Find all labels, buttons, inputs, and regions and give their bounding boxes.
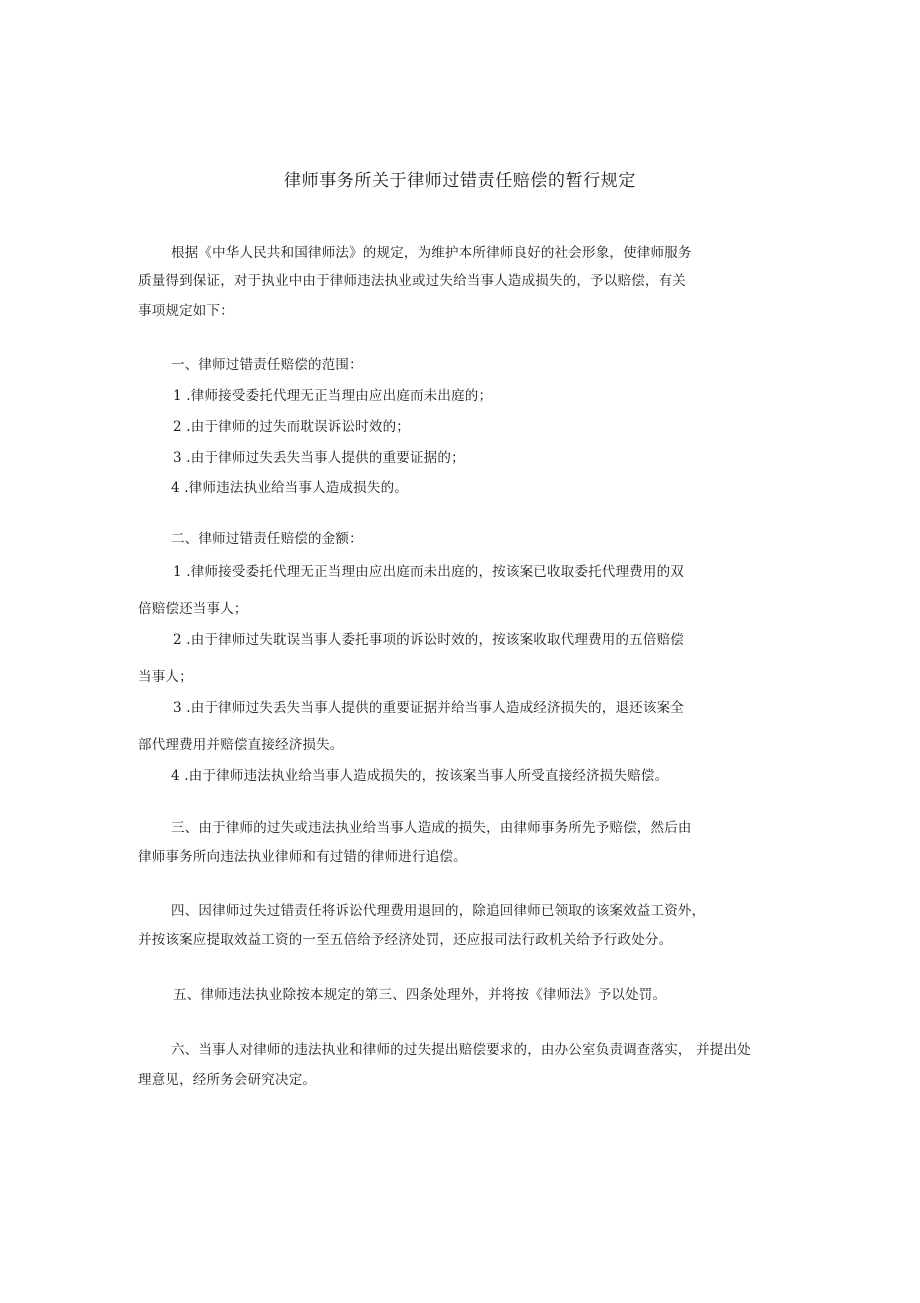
section2-item-1: 1 .律师接受委托代理无正当理由应出庭而未出庭的，按该案已收取委托代理费用的双 <box>173 564 684 580</box>
intro-line-2: 质量得到保证，对于执业中由于律师违法执业或过失给当事人造成损失的，予以赔偿，有关 <box>138 273 686 289</box>
section6-line-2: 理意见，经所务会研究决定。 <box>138 1072 317 1088</box>
section3-line-2: 律师事务所向违法执业律师和有过错的律师进行追偿。 <box>138 849 467 865</box>
intro-line-1: 根据《中华人民共和国律师法》的规定，为维护本所律师良好的社会形象，使律师服务 <box>171 245 692 261</box>
section4-line-2: 并按该案应提取效益工资的一至五倍给予经济处罚，还应报司法行政机关给予行政处分。 <box>138 932 673 948</box>
section2-item-2-cont: 当事人； <box>138 669 193 685</box>
section1-heading: 一、律师过错责任赔偿的范围： <box>171 357 363 373</box>
section3-line-1: 三、由于律师的过失或违法执业给当事人造成的损失，由律师事务所先予赔偿，然后由 <box>171 820 692 836</box>
document-title: 律师事务所关于律师过错责任赔偿的暂行规定 <box>284 171 636 191</box>
section4-line-1: 四、因律师过失过错责任将诉讼代理费用退回的，除追回律师已领取的该案效益工资外， <box>171 903 706 919</box>
section2-item-3: 3 .由于律师过失丢失当事人提供的重要证据并给当事人造成经济损失的，退还该案全 <box>173 700 684 716</box>
section1-item-1: 1 .律师接受委托代理无正当理由应出庭而未出庭的； <box>173 388 493 404</box>
section2-item-4: 4 .由于律师违法执业给当事人造成损失的，按该案当事人所受直接经济损失赔偿。 <box>171 768 669 784</box>
section5-line-1: 五、律师违法执业除按本规定的第三、四条处理外，并将按《律师法》予以处罚。 <box>173 987 667 1003</box>
section1-item-3: 3 .由于律师过失丢失当事人提供的重要证据的； <box>173 450 465 466</box>
section6-line-1: 六、当事人对律师的违法执业和律师的过失提出赔偿要求的，由办公室负责调查落实， 并提出处 <box>171 1042 751 1058</box>
section2-heading: 二、律师过错责任赔偿的金额： <box>171 531 363 547</box>
section1-item-4: 4 .律师违法执业给当事人造成损失的。 <box>171 480 408 496</box>
section2-item-2: 2 .由于律师过失耽误当事人委托事项的诉讼时效的，按该案收取代理费用的五倍赔偿 <box>173 632 684 648</box>
section2-item-1-cont: 倍赔偿还当事人； <box>138 601 248 617</box>
section1-item-2: 2 .由于律师的过失而耽误诉讼时效的； <box>173 419 410 435</box>
intro-line-3: 事项规定如下： <box>138 303 234 319</box>
section2-item-3-cont: 部代理费用并赔偿直接经济损失。 <box>138 737 344 753</box>
